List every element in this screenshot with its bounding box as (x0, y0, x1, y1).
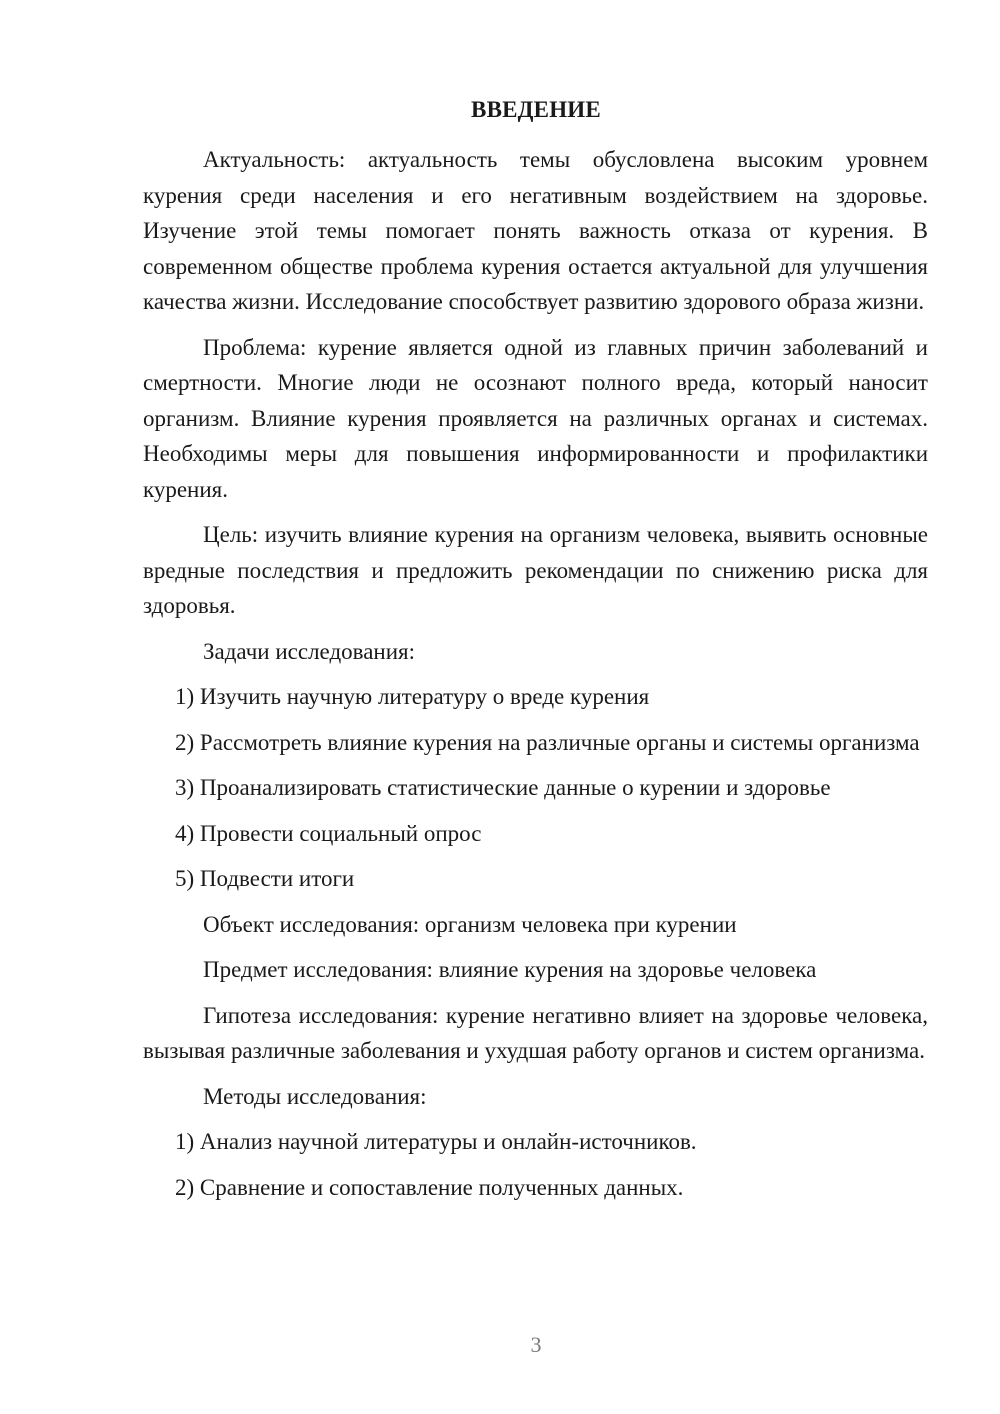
method-item-1: 1) Анализ научной литературы и онлайн-источников. (175, 1129, 697, 1154)
relevance-paragraph: Актуальность: актуальность темы обусловлена высоким уровнем курения среди населения и его негативным воздействием на здоровье. Изучение этой темы помогает понять важность отказа от курения. В современном обществе проблема курения остается актуальной для улучшения качества жизни. Исследование способствует развитию здорового образа жизни. (143, 147, 928, 314)
tasks-heading: Задачи исследования: (203, 638, 416, 664)
method-item-2: 2) Сравнение и сопоставление полученных данных. (175, 1174, 684, 1200)
task-item-1: 1) Изучить научную литературу о вреде курения (175, 684, 650, 709)
hypothesis-paragraph: Гипотеза исследования: курение негативно влияет на здоровье человека, вызывая различные заболевания и ухудшая работу органов и систем организма. (143, 1002, 928, 1063)
page-title: ВВЕДЕНИЕ (471, 97, 601, 122)
task-item-4: 4) Провести социальный опрос (175, 820, 482, 846)
methods-heading: Методы исследования: (203, 1083, 427, 1109)
page-number: 3 (530, 1332, 542, 1357)
task-item-3: 3) Проанализировать статистические данные о курении и здоровье (175, 775, 831, 800)
goal-paragraph: Цель: изучить влияние курения на организм человека, выявить основные вредные последствия и предложить рекомендации по снижению риска для здоровья. (143, 522, 928, 618)
research-subject: Предмет исследования: влияние курения на здоровье человека (203, 957, 817, 982)
problem-paragraph: Проблема: курение является одной из главных причин заболеваний и смертности. Многие люди не осознают полного вреда, который наносит организм. Влияние курения проявляется на различных органах и системах. Необходимы меры для повышения информированности и профилактики курения. (143, 334, 928, 502)
task-item-2: 2) Рассмотреть влияние курения на различные органы и системы организма (175, 729, 920, 755)
task-item-5: 5) Подвести итоги (175, 866, 355, 891)
research-object: Объект исследования: организм человека при курении (203, 911, 737, 937)
document-body (143, 142, 928, 1215)
